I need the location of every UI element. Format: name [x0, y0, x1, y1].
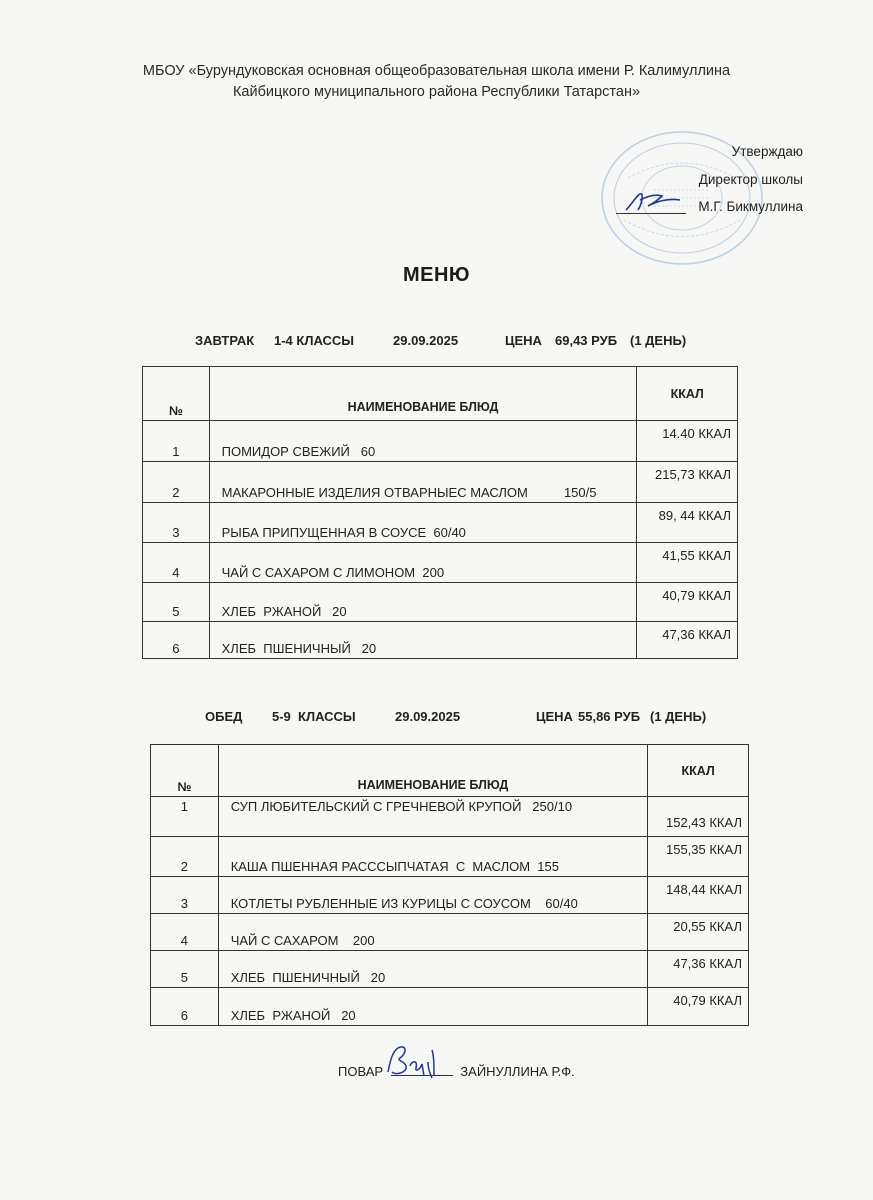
lunch-price-label: ЦЕНА	[536, 709, 573, 724]
cook-signature	[382, 1042, 442, 1084]
row-dish: ХЛЕБ ПШЕНИЧНЫЙ 20	[218, 951, 648, 988]
row-kcal: 47,36 ККАЛ	[637, 622, 738, 659]
director-position: Директор школы	[698, 172, 803, 187]
breakfast-menu-table	[142, 366, 738, 659]
table-row	[143, 503, 738, 543]
row-num: 2	[151, 837, 219, 877]
lunch-period: (1 ДЕНЬ)	[650, 709, 707, 724]
header-name: НАИМЕНОВАНИЕ БЛЮД	[218, 745, 648, 797]
row-dish: КОТЛЕТЫ РУБЛЕННЫЕ ИЗ КУРИЦЫ С СОУСОМ 60/40	[218, 877, 648, 914]
director-signature	[622, 186, 688, 216]
header-num: №	[151, 745, 219, 797]
row-kcal: 215,73 ККАЛ	[637, 462, 738, 503]
row-dish: ХЛЕБ РЖАНОЙ 20	[209, 583, 637, 622]
header-name: НАИМЕНОВАНИЕ БЛЮД	[209, 367, 637, 421]
row-kcal: 14.40 ККАЛ	[637, 421, 738, 462]
row-num: 5	[143, 583, 210, 622]
row-num: 3	[151, 877, 219, 914]
breakfast-meal: ЗАВТРАК	[195, 333, 255, 348]
cook-label: ПОВАР	[338, 1064, 384, 1079]
row-num: 6	[151, 988, 219, 1026]
header-kcal: ККАЛ	[637, 367, 738, 421]
row-dish: МАКАРОННЫЕ ИЗДЕЛИЯ ОТВАРНЫЕС МАСЛОМ 150/5	[209, 462, 637, 503]
row-kcal: 89, 44 ККАЛ	[637, 503, 738, 543]
lunch-date: 29.09.2025	[395, 709, 461, 724]
school-name-line1: МБОУ «Бурундуковская основная общеобразовательная школа имени Р. Калимуллина	[142, 63, 731, 79]
table-row	[143, 622, 738, 659]
table-row	[151, 837, 749, 877]
row-kcal: 40,79 ККАЛ	[637, 583, 738, 622]
row-num: 2	[143, 462, 210, 503]
lunch-meal: ОБЕД	[205, 709, 243, 724]
row-num: 3	[143, 503, 210, 543]
row-dish: РЫБА ПРИПУЩЕННАЯ В СОУСЕ 60/40	[209, 503, 637, 543]
row-kcal: 20,55 ККАЛ	[648, 914, 749, 951]
breakfast-classes: 1-4 КЛАССЫ	[274, 333, 355, 348]
row-dish: ЧАЙ С САХАРОМ 200	[218, 914, 648, 951]
breakfast-date: 29.09.2025	[393, 333, 459, 348]
row-dish: СУП ЛЮБИТЕЛЬСКИЙ С ГРЕЧНЕВОЙ КРУПОЙ 250/10	[218, 797, 648, 837]
row-kcal: 40,79 ККАЛ	[648, 988, 749, 1026]
approval-label: Утверждаю	[731, 144, 803, 159]
table-row	[151, 877, 749, 914]
table-header-row	[143, 367, 738, 421]
row-kcal: 152,43 ККАЛ	[648, 797, 749, 837]
header-num: №	[143, 367, 210, 421]
row-dish: ХЛЕБ РЖАНОЙ 20	[218, 988, 648, 1026]
table-row	[143, 462, 738, 503]
breakfast-price: 69,43 РУБ	[555, 333, 618, 348]
cook-name: ЗАЙНУЛЛИНА Р.Ф.	[460, 1064, 575, 1079]
row-num: 5	[151, 951, 219, 988]
row-dish: ЧАЙ С САХАРОМ С ЛИМОНОМ 200	[209, 543, 637, 583]
row-dish: КАША ПШЕННАЯ РАСССЫПЧАТАЯ С МАСЛОМ 155	[218, 837, 648, 877]
director-name: М.Г. Бикмуллина	[698, 199, 803, 214]
table-row	[143, 421, 738, 462]
lunch-classes: 5-9 КЛАССЫ	[272, 709, 356, 724]
header-kcal: ККАЛ	[648, 745, 749, 797]
breakfast-info	[0, 333, 873, 351]
row-kcal: 148,44 ККАЛ	[648, 877, 749, 914]
table-row	[151, 797, 749, 837]
row-num: 1	[143, 421, 210, 462]
breakfast-price-label: ЦЕНА	[505, 333, 542, 348]
row-kcal: 41,55 ККАЛ	[637, 543, 738, 583]
row-num: 4	[151, 914, 219, 951]
row-dish: ХЛЕБ ПШЕНИЧНЫЙ 20	[209, 622, 637, 659]
cook-signature-block	[338, 1064, 575, 1079]
row-num: 1	[151, 797, 219, 837]
row-dish: ПОМИДОР СВЕЖИЙ 60	[209, 421, 637, 462]
row-num: 4	[143, 543, 210, 583]
table-row	[143, 583, 738, 622]
row-kcal: 47,36 ККАЛ	[648, 951, 749, 988]
school-name-line2: Кайбицкого муниципального района Республики Татарстан»	[232, 84, 641, 100]
table-row	[151, 988, 749, 1026]
lunch-menu-table	[150, 744, 749, 1026]
table-row	[143, 543, 738, 583]
table-row	[151, 914, 749, 951]
table-row	[151, 951, 749, 988]
row-kcal: 155,35 ККАЛ	[648, 837, 749, 877]
page-title: МЕНЮ	[402, 264, 471, 286]
lunch-info	[0, 709, 873, 727]
table-header-row	[151, 745, 749, 797]
breakfast-period: (1 ДЕНЬ)	[630, 333, 687, 348]
row-num: 6	[143, 622, 210, 659]
lunch-price: 55,86 РУБ	[578, 709, 641, 724]
